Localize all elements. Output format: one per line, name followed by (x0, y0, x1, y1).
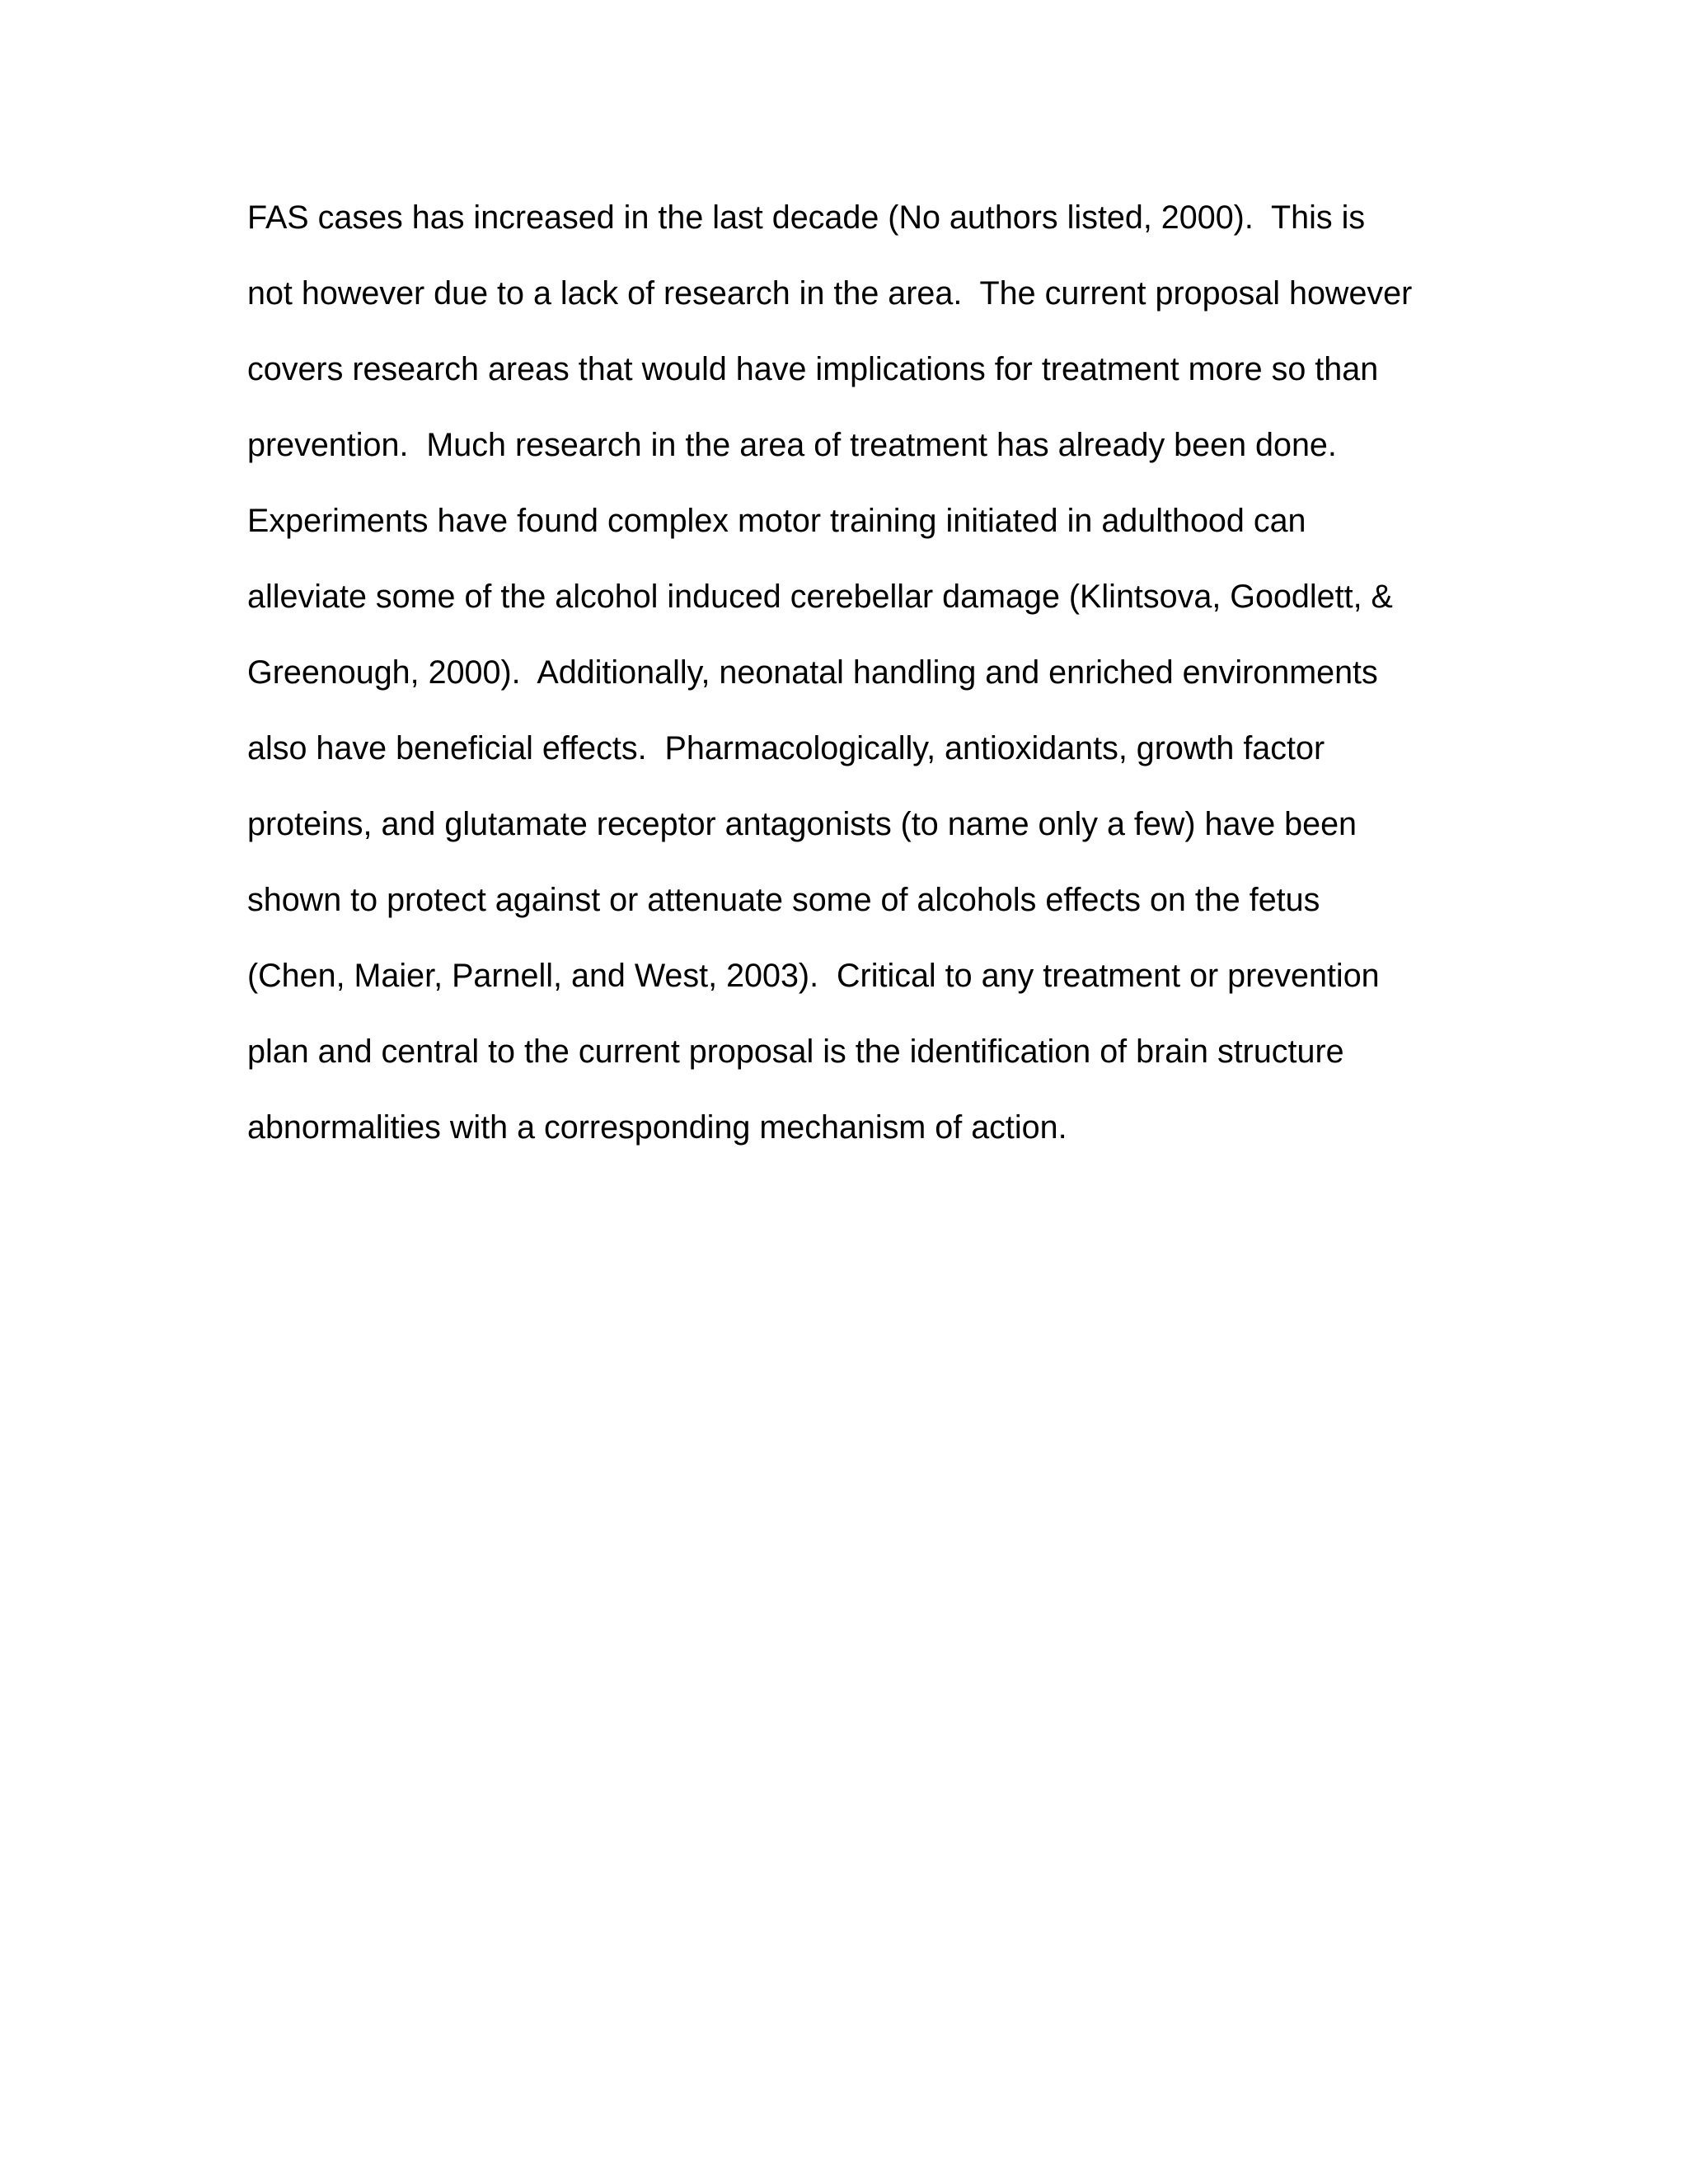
paragraph-line: FAS cases has increased in the last decade (No authors listed, 2000). This is (247, 199, 1366, 236)
paragraph-line: alleviate some of the alcohol induced cerebellar damage (Klintsova, Goodlett, & (247, 579, 1393, 615)
paragraph-line: Experiments have found complex motor training initiated in adulthood can (247, 503, 1306, 539)
paragraph-line: plan and central to the current proposal is the identification of brain structure (247, 1033, 1344, 1070)
body-paragraph (247, 191, 1451, 1177)
paragraph-line: prevention. Much research in the area of treatment has already been done. (247, 427, 1337, 463)
paragraph-line: not however due to a lack of research in the area. The current proposal however (247, 275, 1413, 312)
paragraph-line: (Chen, Maier, Parnell, and West, 2003). Critical to any treatment or prevention (247, 958, 1380, 994)
paragraph-line: Greenough, 2000). Additionally, neonatal handling and enriched environments (247, 654, 1378, 691)
paragraph-line: covers research areas that would have implications for treatment more so than (247, 351, 1379, 387)
paragraph-line: proteins, and glutamate receptor antagonists (to name only a few) have been (247, 806, 1357, 842)
paragraph-line: shown to protect against or attenuate some of alcohols effects on the fetus (247, 882, 1320, 918)
paragraph-line: abnormalities with a corresponding mechanism of action. (247, 1109, 1067, 1146)
paragraph-line: also have beneficial effects. Pharmacologically, antioxidants, growth factor (247, 730, 1325, 766)
